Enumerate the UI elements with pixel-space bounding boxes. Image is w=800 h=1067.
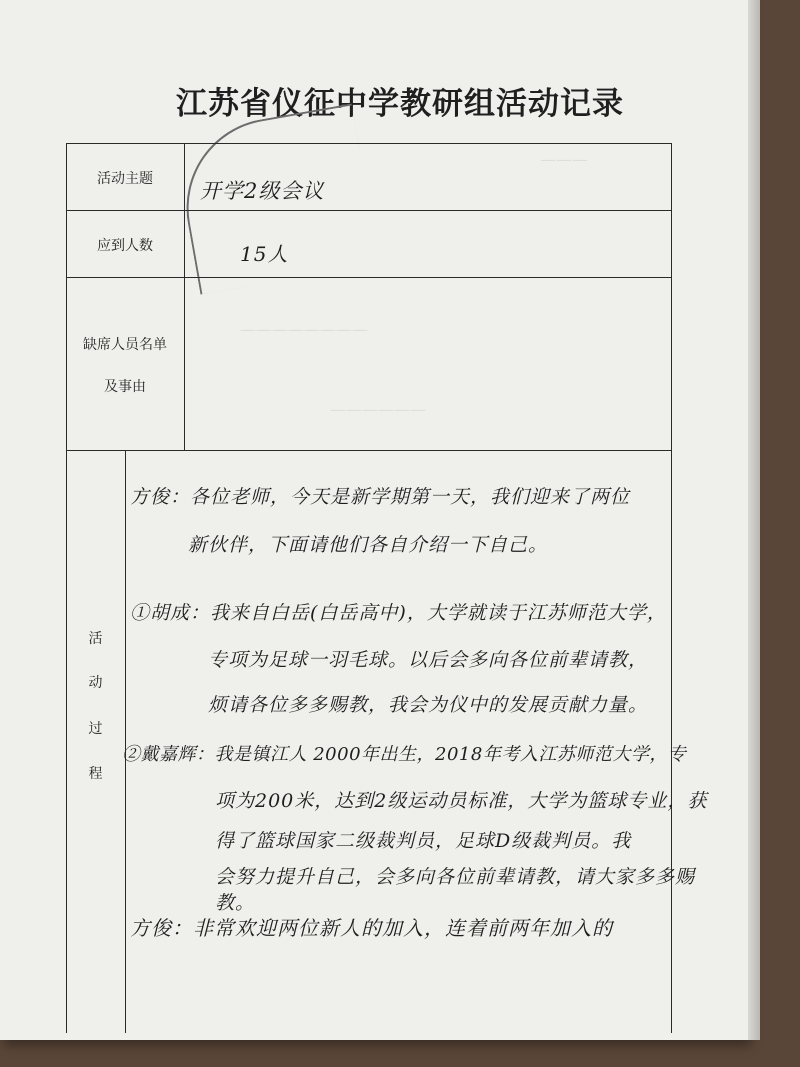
row-label-absentees: 缺席人员名单 xyxy=(83,337,167,353)
process-label-char: 程 xyxy=(88,766,103,782)
table-border-right xyxy=(671,143,672,1033)
process-line: 教。 xyxy=(215,892,256,914)
process-line: 会努力提升自己，会多向各位前辈请教，请大家多多赐 xyxy=(215,866,696,888)
row-divider xyxy=(66,210,672,211)
process-line: 方俊：各位老师，今天是新学期第一天，我们迎来了两位 xyxy=(130,486,631,508)
process-label-char: 动 xyxy=(88,675,103,691)
row-divider xyxy=(66,277,672,278)
table-border-top xyxy=(66,143,672,144)
process-line: 项为200米，达到2级运动员标准，大学为篮球专业，获 xyxy=(215,790,708,812)
page-edge xyxy=(748,0,760,1040)
table-border-left xyxy=(66,143,67,1033)
expected-count-value: 15人 xyxy=(240,242,289,266)
process-line: 新伙伴，下面请他们各自介绍一下自己。 xyxy=(188,534,549,556)
process-line: ②戴嘉辉：我是镇江人 2000年出生，2018年考入江苏师范大学，专 xyxy=(122,744,687,765)
process-line: 方俊：非常欢迎两位新人的加入，连着前两年加入的 xyxy=(130,916,613,940)
process-label-char: 活 xyxy=(88,631,103,647)
process-line: 得了篮球国家二级裁判员，足球D级裁判员。我 xyxy=(215,830,632,852)
row-label-absentees-reason: 及事由 xyxy=(104,379,146,395)
process-line: 专项为足球一羽毛球。以后会多向各位前辈请教， xyxy=(208,649,649,671)
row-divider xyxy=(66,450,672,451)
process-line: ①胡成：我来自白岳(白岳高中)，大学就读于江苏师范大学， xyxy=(130,602,667,624)
label-column-divider xyxy=(184,143,185,450)
topic-value: 开学2级会议 xyxy=(200,179,325,203)
bleed-through-text: —————— xyxy=(330,400,426,419)
document-title: 江苏省仪征中学教研组活动记录 xyxy=(176,86,624,122)
process-line: 烦请各位多多赐教，我会为仪中的发展贡献力量。 xyxy=(208,694,649,716)
bleed-through-text: ——— xyxy=(540,150,588,169)
bleed-through-text: ———————— xyxy=(240,320,368,339)
row-label-topic: 活动主题 xyxy=(97,171,153,187)
process-label-char: 过 xyxy=(88,721,103,737)
row-label-expected-count: 应到人数 xyxy=(97,238,153,254)
